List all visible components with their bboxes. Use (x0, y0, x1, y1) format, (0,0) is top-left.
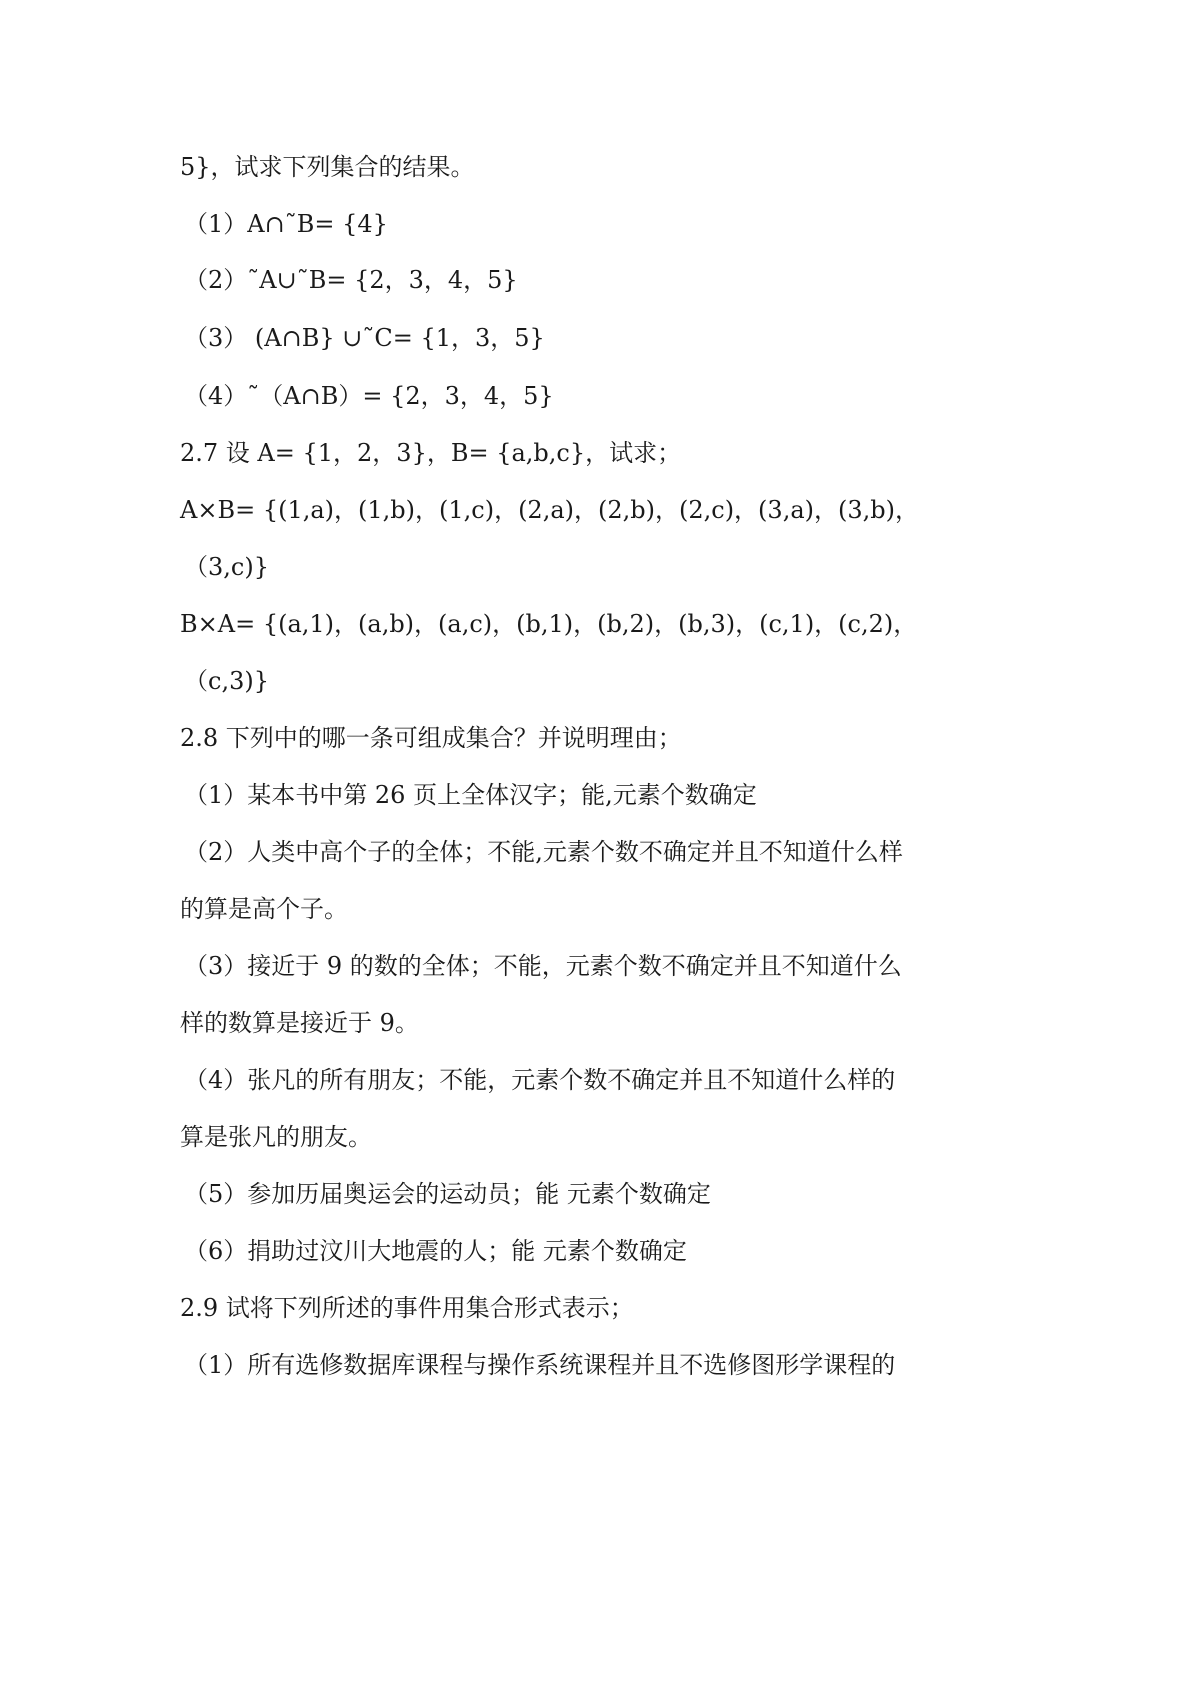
text-line: （5）参加历届奥运会的运动员；能 元素个数确定 (184, 1180, 711, 1208)
text-line: （6）捐助过汶川大地震的人；能 元素个数确定 (184, 1237, 687, 1265)
section-heading: 2.8 下列中的哪一条可组成集合？并说明理由； (180, 724, 682, 752)
text-line: （3） (A∩B} ∪˜C= {1，3，5} (184, 324, 545, 352)
text-line: B×A= {(a,1)，(a,b)，(a,c)，(b,1)，(b,2)，(b,3)，(c,1)，(c,2)， (180, 610, 918, 638)
text-line: （2）人类中高个子的全体；不能,元素个数不确定并且不知道什么样 (184, 838, 903, 866)
text-line: （3）接近于 9 的数的全体；不能，元素个数不确定并且不知道什么 (184, 952, 902, 980)
text-line: （3,c)} (184, 553, 269, 581)
text-line: 5}，试求下列集合的结果。 (180, 153, 475, 181)
section-heading: 2.7 设 A= {1，2，3}，B= {a,b,c}，试求； (180, 439, 682, 467)
text-line: （1）某本书中第 26 页上全体汉字；能,元素个数确定 (184, 781, 757, 809)
text-line: （4）张凡的所有朋友；不能，元素个数不确定并且不知道什么样的 (184, 1066, 896, 1094)
text-line: （c,3)} (184, 667, 269, 695)
text-line: A×B= {(1,a)，(1,b)，(1,c)，(2,a)，(2,b)，(2,c)，(3,a)，(3,b)， (180, 496, 919, 524)
text-line: 样的数算是接近于 9。 (180, 1009, 419, 1037)
text-line: （1）A∩˜B= {4} (184, 210, 388, 238)
text-line: 算是张凡的朋友。 (180, 1123, 372, 1151)
text-line: （4）˜（A∩B）= {2，3，4，5} (184, 382, 554, 410)
section-heading: 2.9 试将下列所述的事件用集合形式表示； (180, 1294, 634, 1322)
text-line: （2）˜A∪˜B= {2，3，4，5} (184, 266, 518, 294)
text-line: （1）所有选修数据库课程与操作系统课程并且不选修图形学课程的 (184, 1351, 896, 1379)
text-line: 的算是高个子。 (180, 895, 348, 923)
